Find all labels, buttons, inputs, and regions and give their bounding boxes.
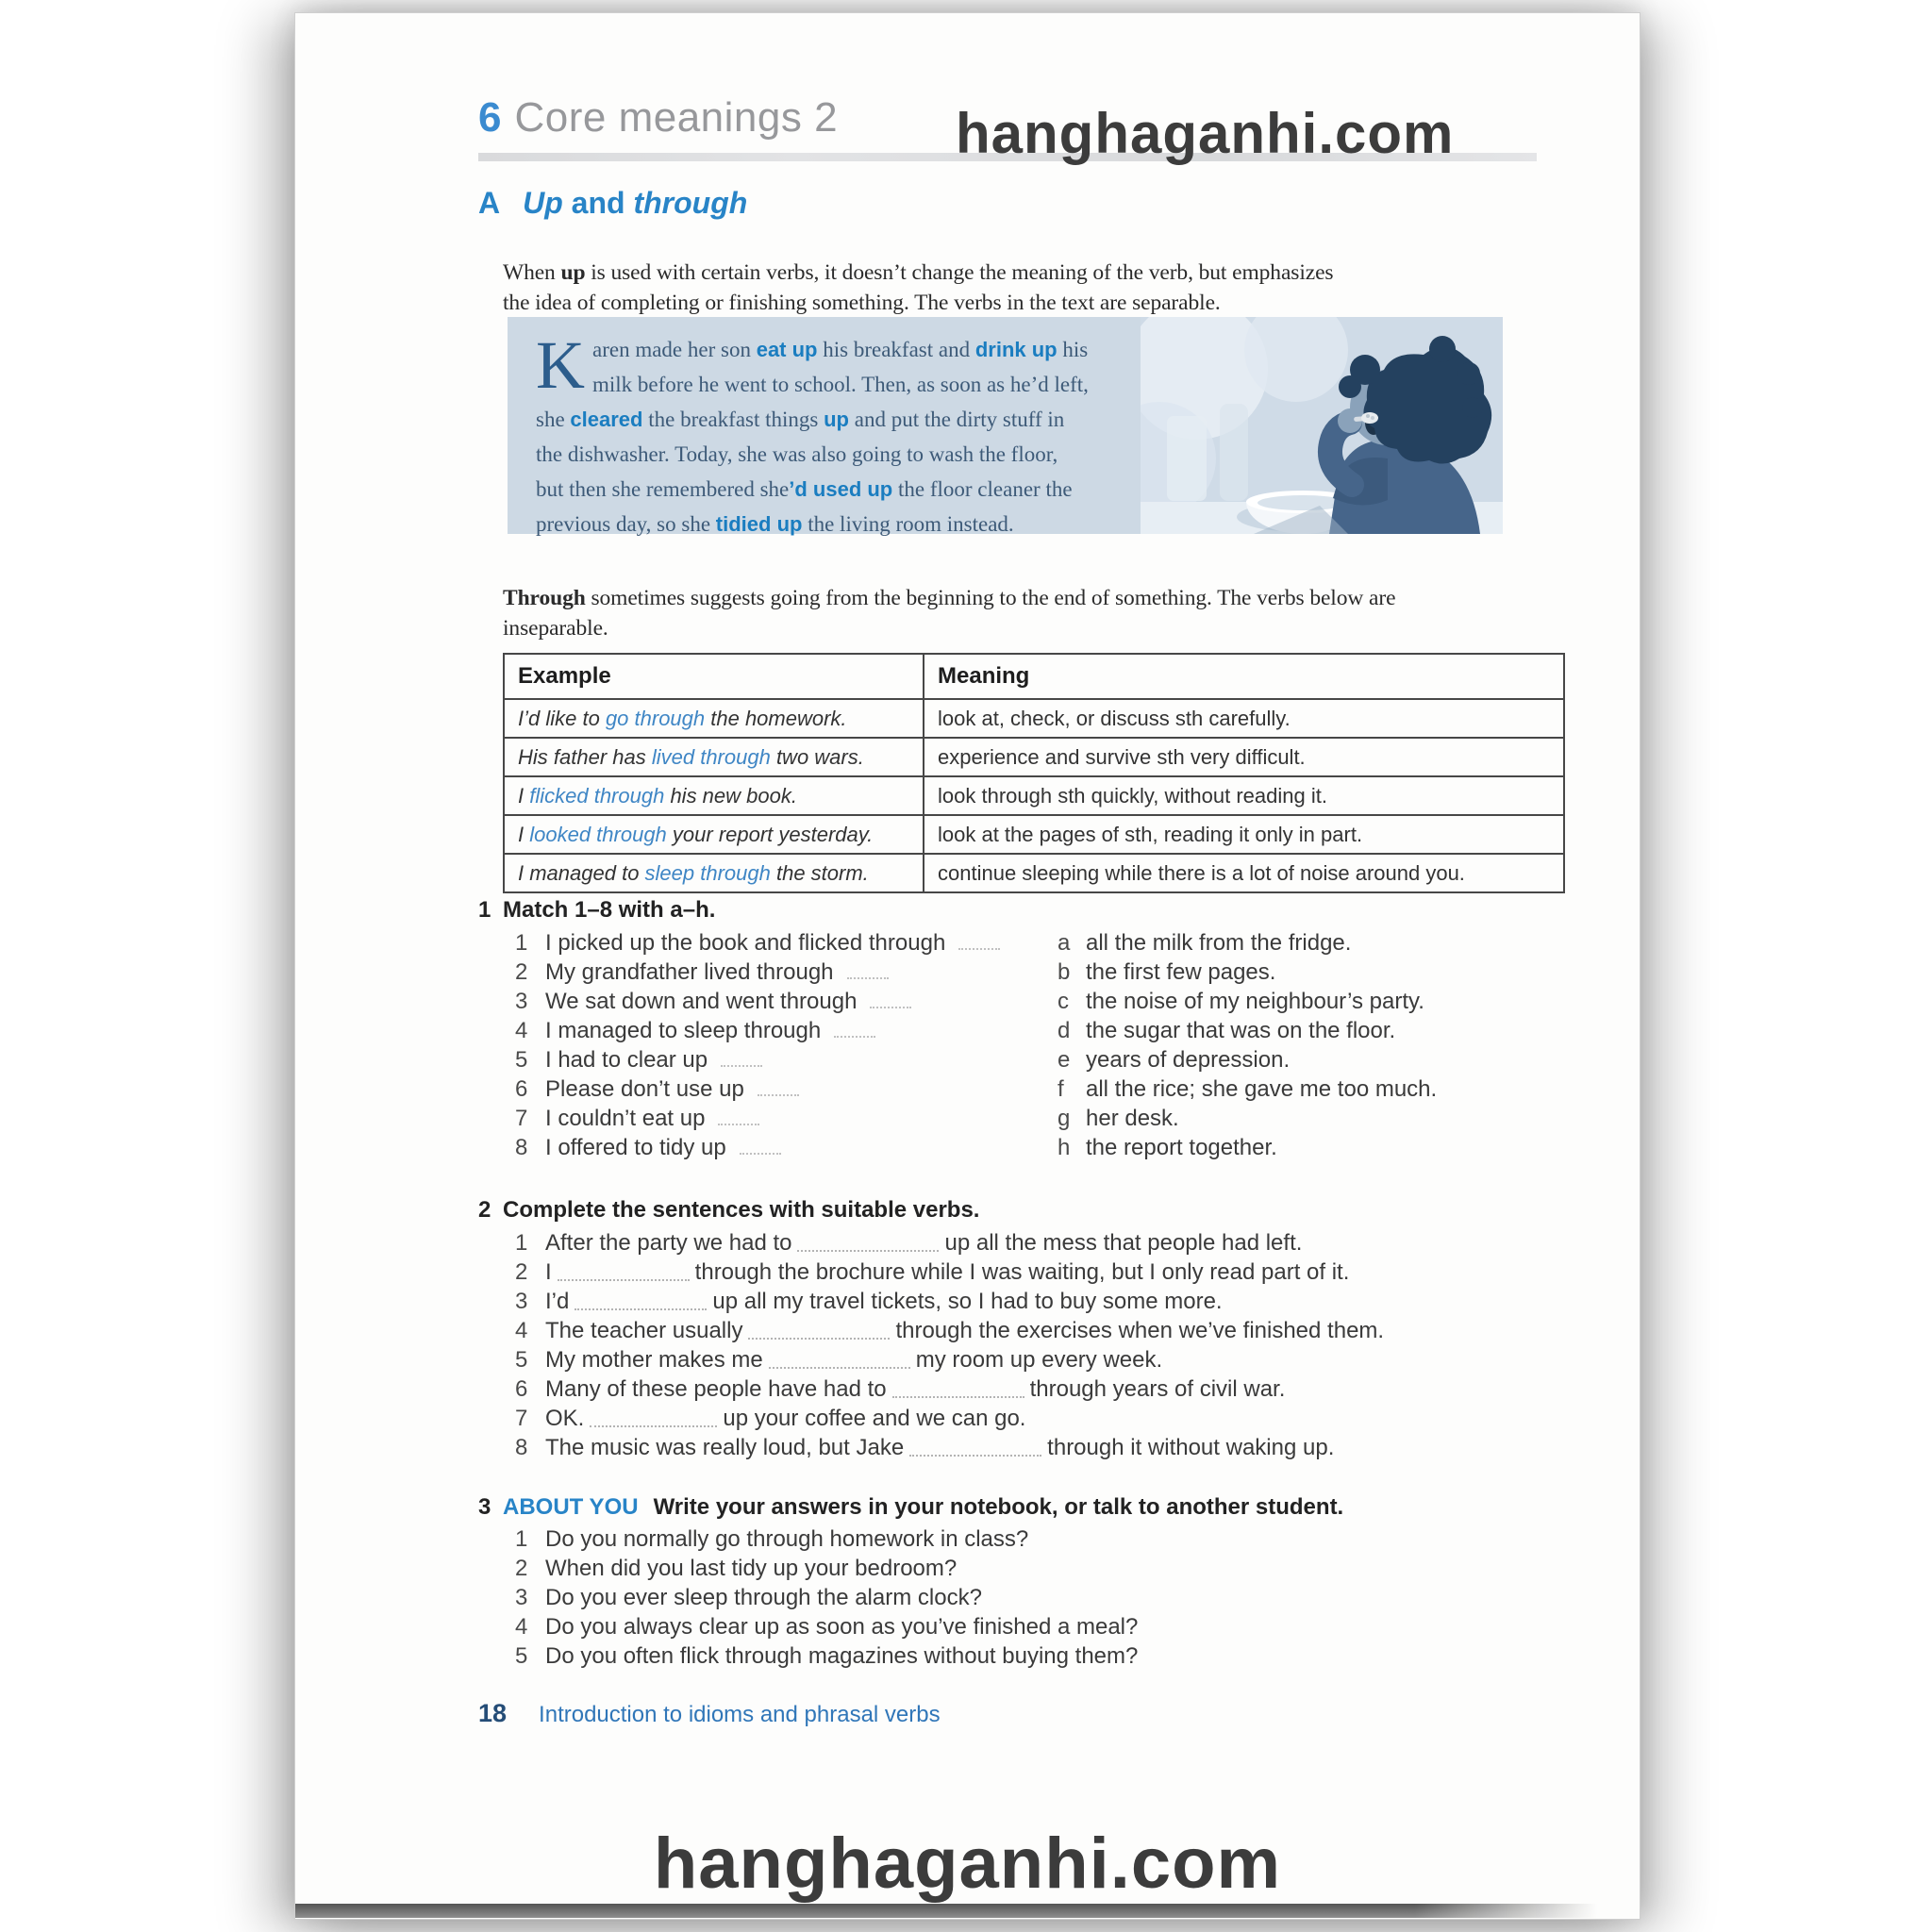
option-text: all the milk from the fridge.	[1086, 930, 1352, 956]
meaning-cell: experience and survive sth very difficult.	[924, 738, 1564, 776]
item-text: The music was really loud, but Jake through it without waking up.	[545, 1435, 1335, 1460]
table-row	[504, 776, 1564, 815]
story-box	[508, 317, 1503, 534]
option-letter: c	[1058, 989, 1069, 1014]
sentence-item	[515, 1406, 1384, 1435]
answer-blank	[958, 937, 1000, 950]
fill-blank	[797, 1239, 939, 1252]
question-item	[515, 1643, 1138, 1673]
sentence-item	[515, 1376, 1384, 1406]
item-number: 8	[515, 1435, 528, 1460]
item-number: 4	[515, 1018, 528, 1043]
table-header-meaning: Meaning	[924, 654, 1564, 699]
option-text: all the rice; she gave me too much.	[1086, 1076, 1438, 1102]
story-dropcap: K	[536, 327, 585, 403]
item-text: Do you normally go through homework in class?	[545, 1526, 1029, 1552]
about-you-label: ABOUT YOU	[503, 1494, 639, 1520]
sentence-item	[515, 1259, 1384, 1289]
exercise-1-items	[515, 930, 1437, 1164]
exercise-2-items	[515, 1230, 1384, 1464]
sentence-item	[515, 1318, 1384, 1347]
option-letter: g	[1058, 1106, 1071, 1131]
exercise-1-title: Match 1–8 with a–h.	[503, 897, 716, 923]
item-text: I’d up all my travel tickets, so I had to buy some more.	[545, 1289, 1223, 1314]
meaning-cell: continue sleeping while there is a lot of noise around you.	[924, 854, 1564, 892]
item-text: Many of these people have had to through years of civil war.	[545, 1376, 1286, 1402]
item-number: 5	[515, 1347, 528, 1373]
answer-blank	[740, 1141, 781, 1155]
item-text: The teacher usually through the exercises when we’ve finished them.	[545, 1318, 1385, 1343]
option-letter: h	[1058, 1135, 1071, 1160]
watermark-top: hanghaganhi.com	[956, 102, 1455, 165]
match-item	[515, 1076, 1437, 1106]
sentence-item	[515, 1347, 1384, 1376]
unit-title: Core meanings 2	[514, 94, 839, 141]
option-text: the first few pages.	[1086, 959, 1276, 985]
sentence-item	[515, 1435, 1384, 1464]
answer-blank	[718, 1112, 759, 1125]
fill-blank	[590, 1414, 717, 1427]
fill-blank	[575, 1297, 707, 1310]
match-item	[515, 989, 1437, 1018]
item-number: 5	[515, 1643, 528, 1669]
option-text: the sugar that was on the floor.	[1086, 1018, 1396, 1043]
footer-text: Introduction to idioms and phrasal verbs	[539, 1702, 941, 1727]
question-item	[515, 1526, 1138, 1556]
item-text: I couldn’t eat up	[534, 1106, 1058, 1132]
item-text: We sat down and went through	[534, 989, 1058, 1015]
fill-blank	[892, 1385, 1024, 1398]
exercise-2-number: 2	[478, 1197, 491, 1223]
fill-blank	[748, 1326, 890, 1340]
section-heading	[478, 186, 747, 221]
item-text: My grandfather lived through	[534, 959, 1058, 986]
story-text	[536, 327, 1140, 541]
table-header-row	[504, 654, 1564, 699]
meaning-cell: look through sth quickly, without reading it.	[924, 776, 1564, 815]
item-number: 2	[515, 1556, 528, 1581]
item-number: 4	[515, 1318, 528, 1343]
example-cell: I managed to sleep through the storm.	[504, 854, 924, 892]
answer-blank	[721, 1054, 762, 1067]
option-text: years of depression.	[1086, 1047, 1291, 1073]
exercise-1-heading	[478, 897, 715, 924]
item-number: 3	[515, 1289, 528, 1314]
option-letter: d	[1058, 1018, 1071, 1043]
item-text: Do you ever sleep through the alarm clock?	[545, 1585, 982, 1610]
item-text: Do you often flick through magazines without buying them?	[545, 1643, 1139, 1669]
item-text: After the party we had to up all the mess that people had left.	[545, 1230, 1303, 1256]
answer-blank	[847, 966, 889, 979]
item-text: When did you last tidy up your bedroom?	[545, 1556, 958, 1581]
match-item	[515, 1047, 1437, 1076]
table-row	[504, 815, 1564, 854]
item-number: 1	[515, 930, 528, 956]
item-number: 1	[515, 1526, 528, 1552]
fill-blank	[909, 1443, 1041, 1457]
item-number: 8	[515, 1135, 528, 1160]
example-cell: His father has lived through two wars.	[504, 738, 924, 776]
answer-blank	[758, 1083, 799, 1096]
through-paragraph: Through sometimes suggests going from the beginning to the end of something. The verbs below are inseparable.	[503, 585, 1396, 641]
item-text: Please don’t use up	[534, 1076, 1058, 1103]
item-number: 2	[515, 959, 528, 985]
item-text: I through the brochure while I was waiting, but I only read part of it.	[545, 1259, 1350, 1285]
section-letter: A	[478, 186, 501, 220]
item-number: 1	[515, 1230, 528, 1256]
match-item	[515, 930, 1437, 959]
intro-paragraph: When up is used with certain verbs, it doesn’t change the meaning of the verb, but emphasizes the idea of completing or finishing something. The verbs in the text are separable.	[503, 259, 1334, 315]
fill-blank	[558, 1268, 690, 1281]
page-number: 18	[478, 1699, 508, 1727]
story-body: aren made her son eat up his breakfast and drink up his milk before he went to school. Then, as soon as he’d left, she cleared the breakfast things up and put the dirty stuff in the dishwasher. Today, she was also going to wash the floor, but then she remembered she’d used up the floor cleaner the previous day, so she tidied up the living room instead.	[536, 338, 1089, 536]
sentence-item	[515, 1289, 1384, 1318]
exercise-3-number: 3	[478, 1494, 491, 1520]
fill-blank	[769, 1356, 910, 1369]
item-number: 7	[515, 1106, 528, 1131]
page-bottom-strip	[295, 1904, 1597, 1918]
example-cell: I looked through your report yesterday.	[504, 815, 924, 854]
meaning-cell: look at, check, or discuss sth carefully.	[924, 699, 1564, 738]
table-row	[504, 738, 1564, 776]
option-text: her desk.	[1086, 1106, 1179, 1131]
sentence-item	[515, 1230, 1384, 1259]
exercise-3-items	[515, 1526, 1138, 1673]
item-number: 6	[515, 1076, 528, 1102]
unit-number: 6	[478, 94, 502, 141]
match-item	[515, 1135, 1437, 1164]
meaning-cell: look at the pages of sth, reading it only in part.	[924, 815, 1564, 854]
item-text: My mother makes me my room up every week.	[545, 1347, 1163, 1373]
option-text: the report together.	[1086, 1135, 1277, 1160]
item-number: 5	[515, 1047, 528, 1073]
breakfast-photo-illustration	[1141, 317, 1503, 534]
exercise-3-title: Write your answers in your notebook, or talk to another student.	[653, 1494, 1344, 1520]
item-number: 4	[515, 1614, 528, 1640]
examples-table	[503, 653, 1565, 893]
table-row	[504, 699, 1564, 738]
section-title: Up and through	[523, 186, 748, 220]
example-cell: I flicked through his new book.	[504, 776, 924, 815]
item-number: 3	[515, 1585, 528, 1610]
question-item	[515, 1556, 1138, 1585]
question-item	[515, 1614, 1138, 1643]
exercise-2-title: Complete the sentences with suitable verbs.	[503, 1197, 980, 1223]
watermark-bottom: hanghaganhi.com	[653, 1824, 1282, 1904]
item-text: OK. up your coffee and we can go.	[545, 1406, 1026, 1431]
item-text: I managed to sleep through	[534, 1018, 1058, 1044]
example-cell: I’d like to go through the homework.	[504, 699, 924, 738]
option-text: the noise of my neighbour’s party.	[1086, 989, 1424, 1014]
item-text: Do you always clear up as soon as you’ve finished a meal?	[545, 1614, 1139, 1640]
item-number: 2	[515, 1259, 528, 1285]
option-letter: b	[1058, 959, 1071, 985]
option-letter: e	[1058, 1047, 1071, 1073]
item-number: 6	[515, 1376, 528, 1402]
question-item	[515, 1585, 1138, 1614]
item-text: I had to clear up	[534, 1047, 1058, 1074]
book-page	[294, 12, 1641, 1920]
table-header-example: Example	[504, 654, 924, 699]
option-letter: f	[1058, 1076, 1064, 1102]
answer-blank	[870, 995, 911, 1008]
exercise-2-heading	[478, 1197, 979, 1224]
answer-blank	[834, 1024, 875, 1038]
page-footer	[478, 1699, 941, 1728]
match-item	[515, 1018, 1437, 1047]
item-number: 3	[515, 989, 528, 1014]
unit-heading	[478, 95, 838, 141]
table-row	[504, 854, 1564, 892]
match-item	[515, 959, 1437, 989]
item-text: I picked up the book and flicked through	[534, 930, 1058, 957]
item-number: 7	[515, 1406, 528, 1431]
match-item	[515, 1106, 1437, 1135]
exercise-3-heading	[478, 1494, 1343, 1521]
exercise-1-number: 1	[478, 897, 491, 923]
option-letter: a	[1058, 930, 1071, 956]
item-text: I offered to tidy up	[534, 1135, 1058, 1161]
